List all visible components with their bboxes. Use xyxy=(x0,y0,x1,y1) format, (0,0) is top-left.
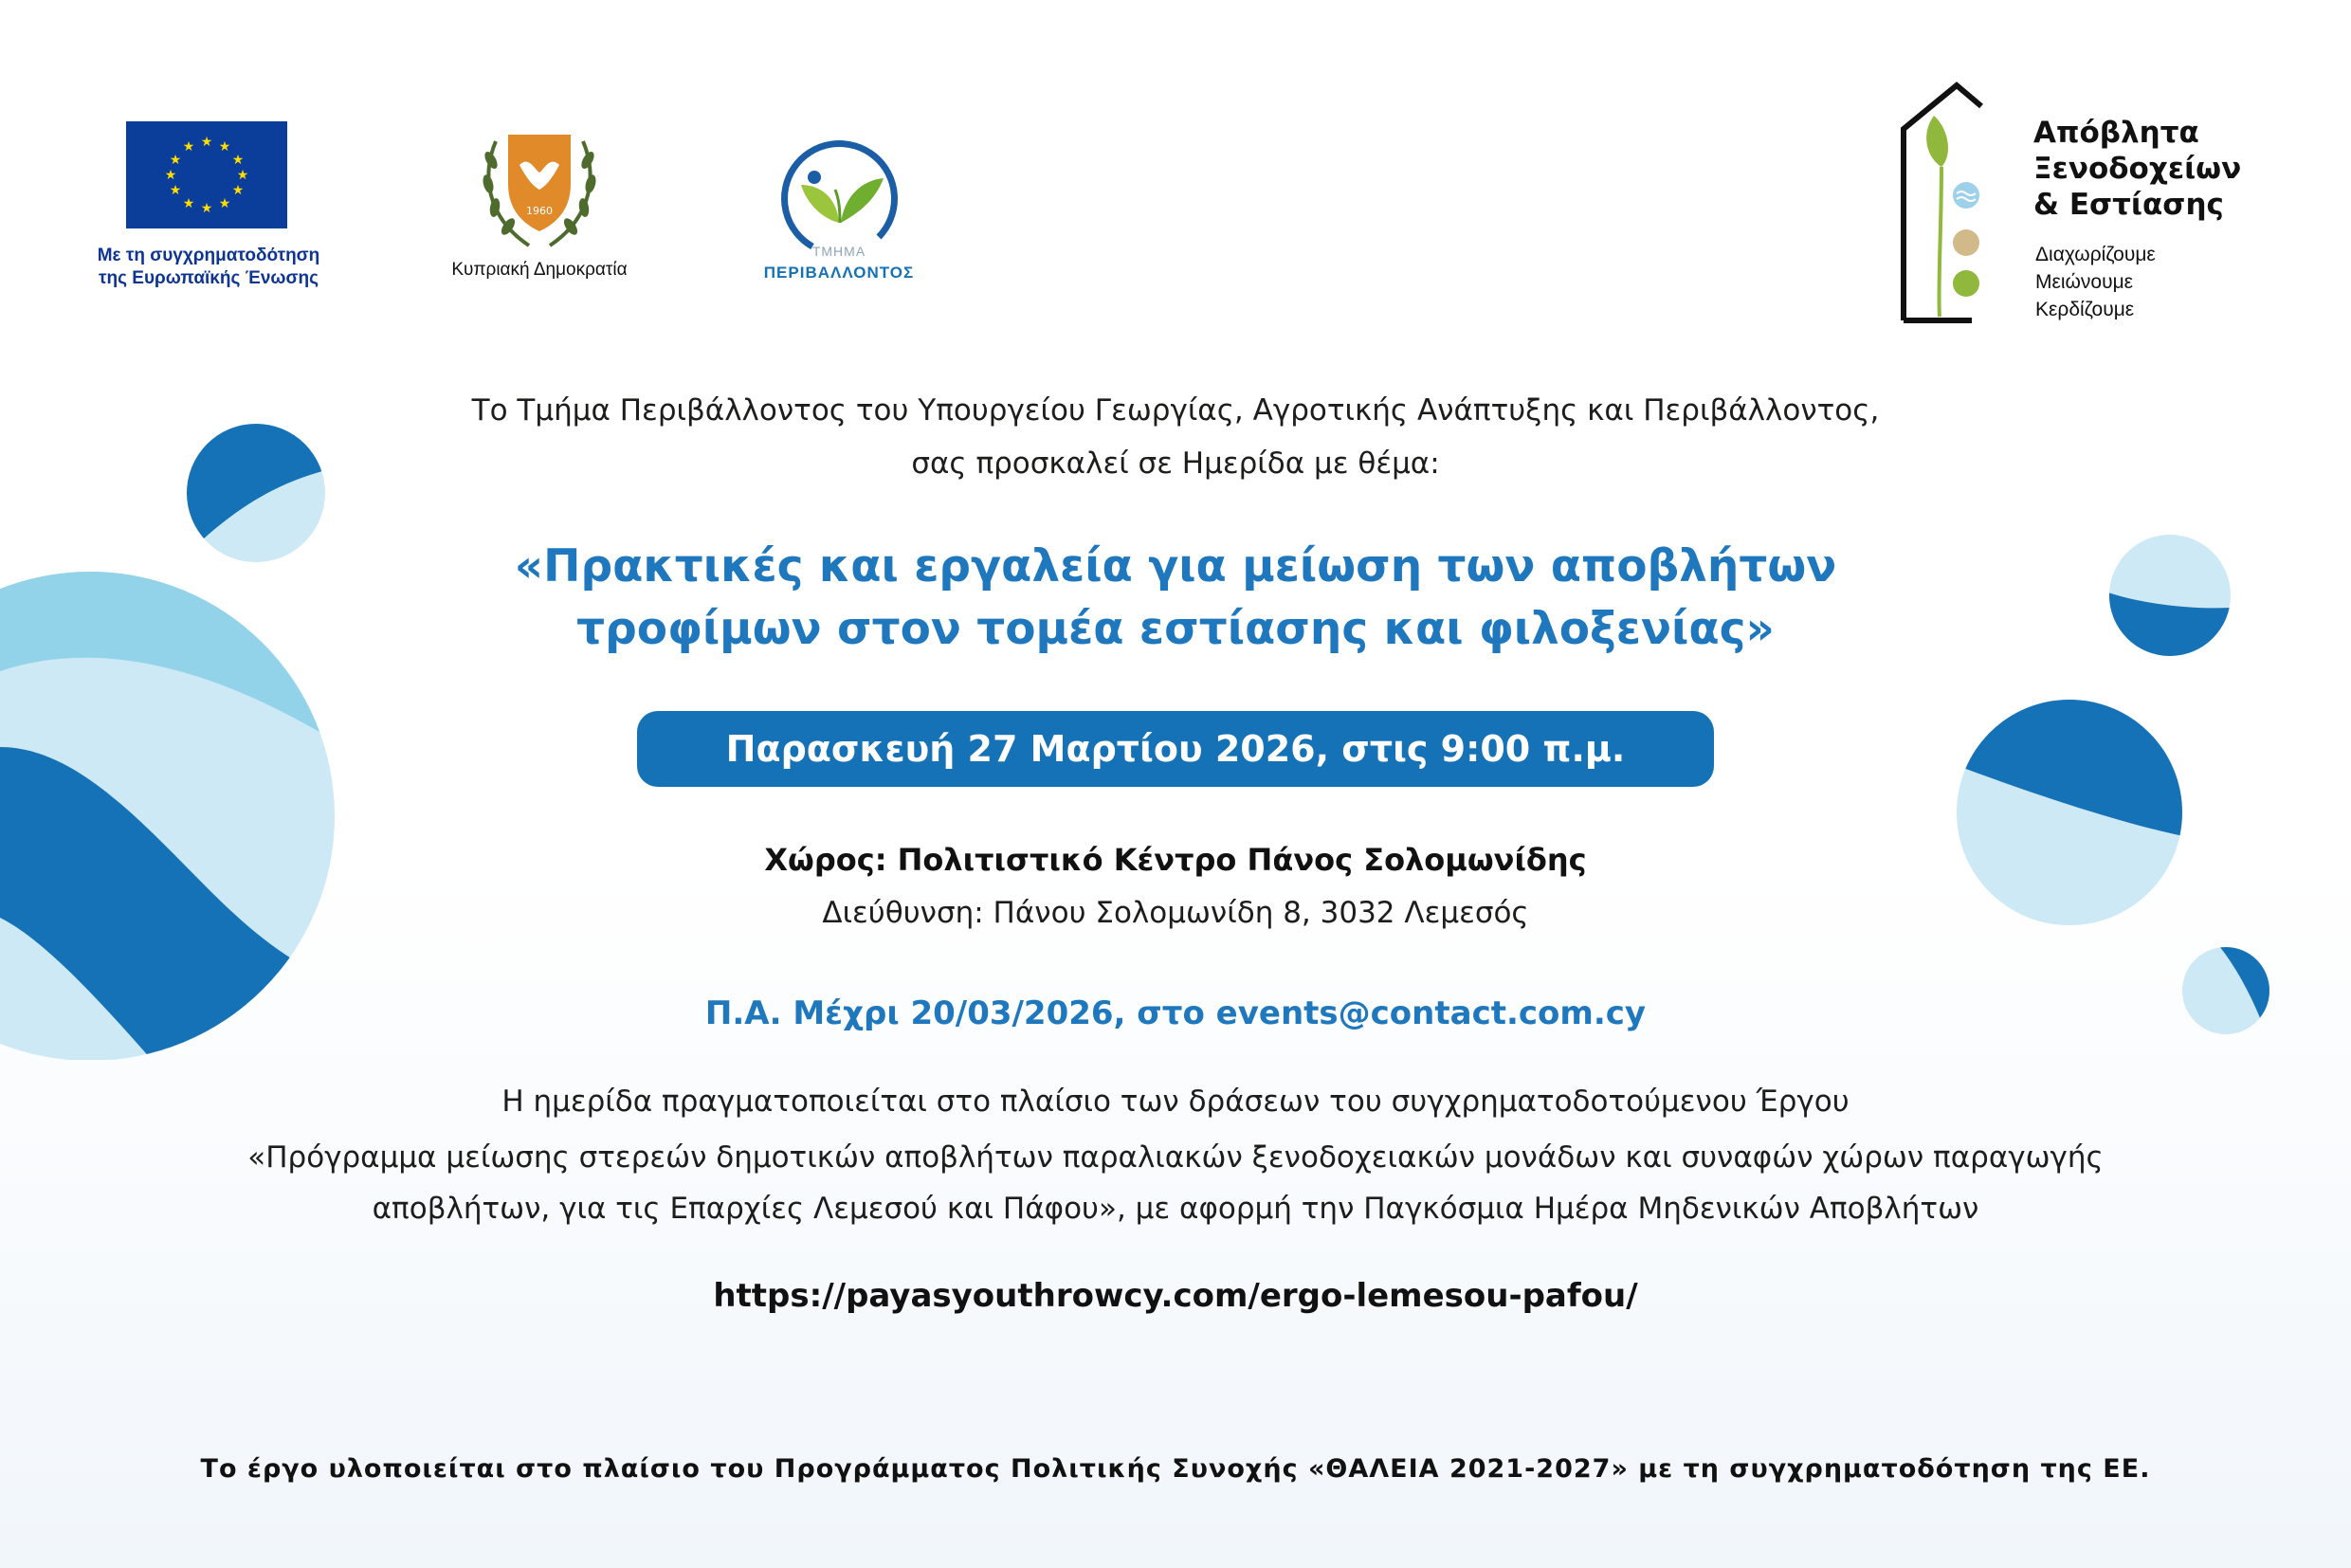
event-title-line-1: «Πρακτικές και εργαλεία για μείωση των αποβλήτων xyxy=(514,540,1837,593)
eu-caption-line1: Με τη συγχρηματοδότηση xyxy=(97,246,320,265)
project-note-line-1: Η ημερίδα πραγματοποιείται στο πλαίσιο των δράσεων του συγχρηματοδοτούμενου Έργου xyxy=(501,1085,1850,1119)
svg-text:★: ★ xyxy=(231,183,245,198)
campaign-slogan xyxy=(2035,241,2156,323)
event-date-time: Παρασκευή 27 Μαρτίου 2026, στις 9:00 π.μ. xyxy=(725,728,1626,770)
project-url-link[interactable]: https://payasyouthrowcy.com/ergo-lemesou-pafou/ xyxy=(713,1277,1638,1315)
emblem-year: 1960 xyxy=(526,205,553,217)
svg-text:★: ★ xyxy=(169,183,182,198)
project-note-line-2: «Πρόγραμμα μείωσης στερεών δημοτικών αποβλήτων παραλιακών ξενοδοχειακών μονάδων και συναφών χώρων παραγωγής xyxy=(247,1140,2104,1175)
campaign-title-line: & Εστίασης xyxy=(2033,188,2224,222)
svg-text:★: ★ xyxy=(182,139,195,155)
dept-name: ΠΕΡΙΒΑΛΛΟΝΤΟΣ xyxy=(763,264,915,282)
intro-line-2: σας προσκαλεί σε Ημερίδα με θέμα: xyxy=(911,447,1440,481)
leaf-ring-icon xyxy=(773,133,905,261)
date-banner xyxy=(637,711,1714,787)
campaign-slogan-line: Μειώνουμε xyxy=(2035,271,2134,293)
svg-text:★: ★ xyxy=(218,196,231,211)
dept-sub: ΤΜΗΜΑ xyxy=(811,244,866,259)
campaign-slogan-line: Διαχωρίζουμε xyxy=(2035,244,2156,265)
svg-text:★: ★ xyxy=(182,196,195,211)
event-title-line-2: τροφίμων στον τομέα εστίασης και φιλοξενίας» xyxy=(576,603,1775,655)
house-leaf-icon xyxy=(1900,82,1985,326)
svg-text:★: ★ xyxy=(218,139,231,155)
campaign-title-line: Απόβλητα xyxy=(2033,116,2199,150)
eu-flag-icon xyxy=(126,121,287,228)
decorative-circle-right-large xyxy=(1956,699,2183,926)
footer-funding-note: Το έργο υλοποιείται στο πλαίσιο του Προγράμματος Πολιτικής Συνοχής «ΘΑΛΕΙΑ 2021-2027» με τη συγχρηματοδότηση της ΕΕ. xyxy=(200,1454,2151,1484)
eu-caption-line2: της Ευρωπαϊκής Ένωσης xyxy=(99,268,319,288)
intro-line-1: Το Τμήμα Περιβάλλοντος του Υπουργείου Γεωργίας, Αγροτικής Ανάπτυξης και Περιβάλλοντος, xyxy=(471,393,1880,428)
cyprus-emblem-icon xyxy=(472,127,607,254)
svg-text:★: ★ xyxy=(169,153,182,168)
svg-text:★: ★ xyxy=(200,201,213,216)
svg-text:★: ★ xyxy=(200,135,213,150)
svg-text:★: ★ xyxy=(164,168,177,183)
eu-caption xyxy=(76,245,341,290)
campaign-title-line: Ξενοδοχείων xyxy=(2033,152,2242,186)
svg-text:★: ★ xyxy=(231,153,245,168)
project-note-line-3: αποβλήτων, για τις Επαρχίες Λεμεσού και Πάφου», με αφορμή την Παγκόσμια Ημέρα Μηδενικών Αποβλήτων xyxy=(372,1192,1979,1226)
cyprus-caption: Κυπριακή Δημοκρατία xyxy=(451,260,628,280)
event-address: Διεύθυνση: Πάνου Σολομωνίδη 8, 3032 Λεμεσός xyxy=(822,896,1529,930)
rsvp-info[interactable]: Π.Α. Μέχρι 20/03/2026, στο events@contact.com.cy xyxy=(704,994,1647,1032)
campaign-slogan-line: Κερδίζουμε xyxy=(2035,299,2135,320)
event-venue: Χώρος: Πολιτιστικό Κέντρο Πάνος Σολομωνίδης xyxy=(764,842,1587,878)
campaign-title xyxy=(2033,115,2241,223)
svg-text:★: ★ xyxy=(236,168,249,183)
